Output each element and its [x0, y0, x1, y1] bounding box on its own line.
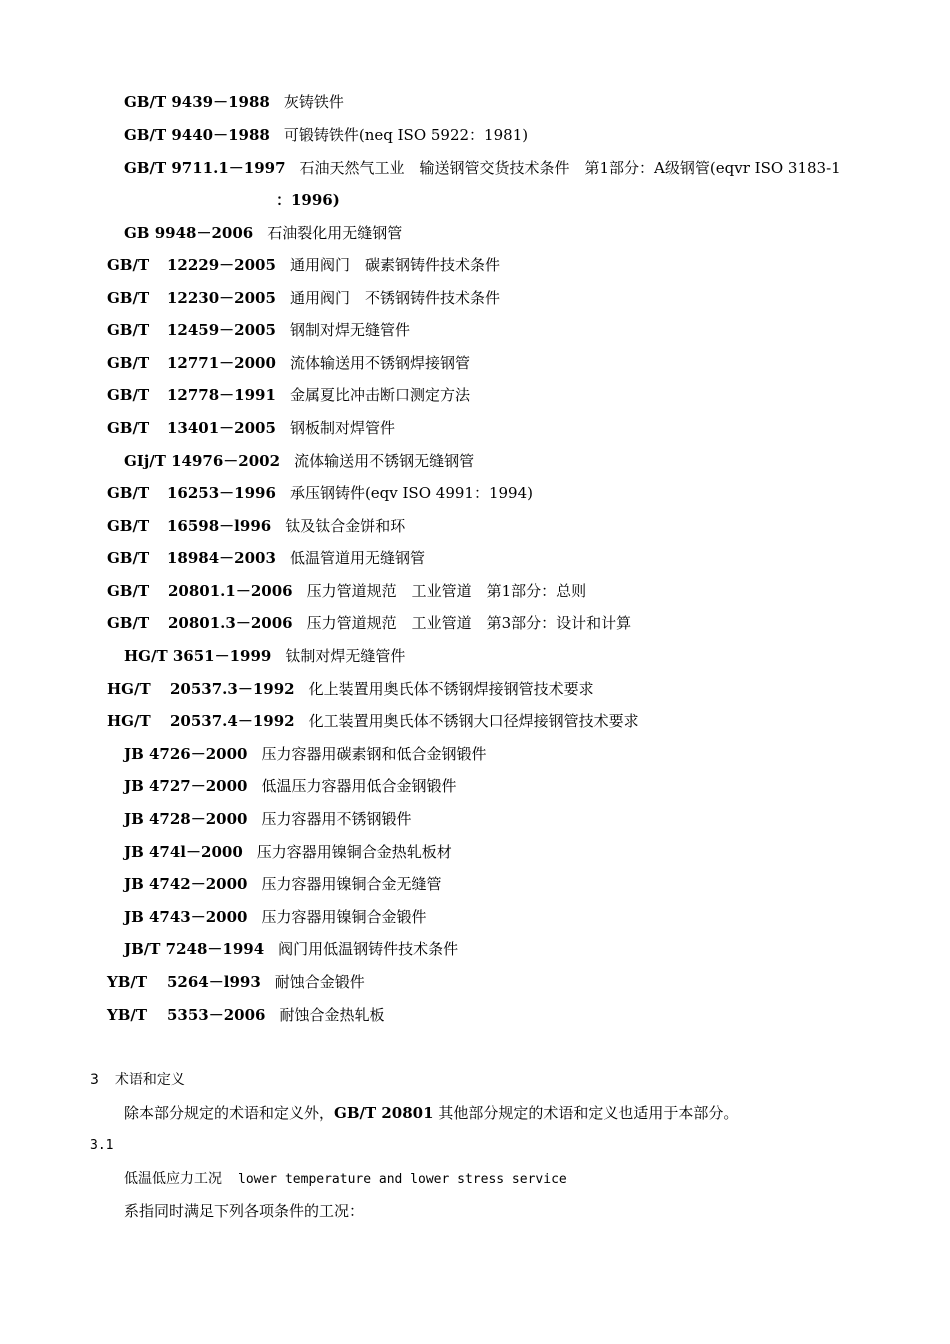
- reference-item: [124, 776, 457, 796]
- standard-number: 20801.1－2006: [168, 582, 293, 600]
- standard-title: 压力管道规范 工业管道 第3部分：设计和计算: [306, 614, 632, 632]
- standard-code: GIj/T 14976－2002: [124, 452, 281, 470]
- standard-code: GB/T 9711.1－1997: [124, 159, 286, 177]
- standard-code: JB 4726－2000: [124, 745, 248, 763]
- standard-title: 化上装置用奥氏体不锈钢焊接钢管技术要求: [308, 680, 594, 698]
- reference-item: [107, 418, 395, 438]
- standard-prefix: GB/T: [107, 614, 150, 632]
- reference-item: [107, 1005, 385, 1025]
- reference-item: [124, 842, 452, 862]
- standard-code: JB 474l－2000: [124, 843, 243, 861]
- standard-title: 钛制对焊无缝管件: [285, 647, 406, 665]
- reference-item: [124, 874, 442, 894]
- subsection-number: 3.1: [90, 1138, 114, 1153]
- standard-title: 可锻铸铁件(neq ISO 5922：1981): [283, 126, 529, 144]
- reference-item: [124, 125, 528, 145]
- standard-title: 压力容器用镍铜合金热轧板材: [256, 843, 452, 861]
- standard-title: 压力管道规范 工业管道 第1部分：总则: [306, 582, 587, 600]
- standard-title: 通用阀门 不锈钢铸件技术条件: [289, 289, 500, 307]
- standard-number: 5353－2006: [167, 1006, 266, 1024]
- reference-item: [124, 158, 841, 178]
- standard-title: 流体输送用不锈钢焊接钢管: [289, 354, 470, 372]
- standard-title: 通用阀门 碳素钢铸件技术条件: [289, 256, 500, 274]
- reference-item: [107, 516, 405, 536]
- standard-number: 12459－2005: [167, 321, 276, 339]
- standard-title: 化工装置用奥氏体不锈钢大口径焊接钢管技术要求: [308, 712, 639, 730]
- standard-number: 12778－1991: [167, 386, 276, 404]
- standard-prefix: GB/T: [107, 549, 150, 567]
- reference-item: [107, 353, 470, 373]
- term-english: lower temperature and lower stress service: [238, 1172, 567, 1187]
- section-title: 术语和定义: [114, 1072, 185, 1088]
- reference-item: [107, 679, 594, 699]
- standard-title: 钢制对焊无缝管件: [289, 321, 410, 339]
- standard-number: 5264－l993: [167, 973, 261, 991]
- section-intro: [124, 1103, 738, 1123]
- standard-title: 石油裂化用无缝钢管: [267, 224, 403, 242]
- standard-number: 20537.3－1992: [170, 680, 295, 698]
- reference-item: [107, 288, 500, 308]
- reference-item: [107, 548, 425, 568]
- standard-number: 13401－2005: [167, 419, 276, 437]
- reference-item: [107, 483, 533, 503]
- standard-title: 压力容器用碳素钢和低合金钢锻件: [261, 745, 487, 763]
- term-definition: 系指同时满足下列各项条件的工况：: [124, 1202, 365, 1220]
- standard-number: 12771－2000: [167, 354, 276, 372]
- standard-code: JB/T 7248－1994: [124, 940, 265, 958]
- section-number: 3: [90, 1072, 99, 1088]
- standard-title: 流体输送用不锈钢无缝钢管: [294, 452, 475, 470]
- reference-item: [107, 613, 631, 633]
- standard-code: JB 4727－2000: [124, 777, 248, 795]
- standard-title: 低温管道用无缝钢管: [289, 549, 425, 567]
- standard-code: JB 4743－2000: [124, 908, 248, 926]
- reference-item: [107, 711, 639, 731]
- standard-prefix: GB/T: [107, 289, 150, 307]
- reference-item: [107, 385, 470, 405]
- reference-item: [124, 744, 487, 764]
- reference-item: [107, 320, 410, 340]
- standard-title: 压力容器用不锈钢锻件: [261, 810, 412, 828]
- reference-item: [124, 809, 412, 829]
- standard-prefix: YB/T: [107, 1006, 148, 1024]
- reference-item: [124, 907, 427, 927]
- standard-prefix: GB/T: [107, 484, 150, 502]
- standard-prefix: GB/T: [107, 321, 150, 339]
- intro-standard-code: GB/T 20801: [334, 1104, 434, 1122]
- reference-item: [107, 581, 586, 601]
- standard-title: 承压钢铸件(eqv ISO 4991：1994): [289, 484, 533, 502]
- standard-title: 压力容器用镍铜合金锻件: [261, 908, 427, 926]
- standard-number: 18984－2003: [167, 549, 276, 567]
- standard-prefix: HG/T: [107, 712, 151, 730]
- section-heading: [90, 1070, 185, 1090]
- standard-code: GB/T 9439－1988: [124, 93, 270, 111]
- standard-number: 16598－l996: [167, 517, 272, 535]
- standard-title: 耐蚀合金锻件: [274, 973, 365, 991]
- standard-code: JB 4728－2000: [124, 810, 248, 828]
- standard-title: 灰铸铁件: [283, 93, 344, 111]
- standard-prefix: GB/T: [107, 517, 150, 535]
- standard-prefix: GB/T: [107, 582, 150, 600]
- standard-number: 12229－2005: [167, 256, 276, 274]
- standard-title: 钢板制对焊管件: [289, 419, 395, 437]
- standard-code: HG/T 3651－1999: [124, 647, 272, 665]
- standard-code: GB 9948－2006: [124, 224, 254, 242]
- standard-prefix: GB/T: [107, 256, 150, 274]
- standard-code: JB 4742－2000: [124, 875, 248, 893]
- standard-number: 12230－2005: [167, 289, 276, 307]
- standard-prefix: GB/T: [107, 354, 150, 372]
- reference-item: [124, 92, 344, 112]
- standard-title: 阀门用低温钢铸件技术条件: [278, 940, 459, 958]
- standard-title-continuation: ：1996): [276, 191, 340, 209]
- standard-prefix: YB/T: [107, 973, 148, 991]
- standard-title: 低温压力容器用低合金钢锻件: [261, 777, 457, 795]
- reference-item: [107, 255, 500, 275]
- reference-item-continuation: [276, 190, 340, 210]
- standard-prefix: GB/T: [107, 386, 150, 404]
- intro-text-pre: 除本部分规定的术语和定义外，: [124, 1104, 335, 1122]
- standard-title: 石油天然气工业 输送钢管交货技术条件 第1部分：A级钢管(eqvr ISO 3183-1: [299, 159, 841, 177]
- intro-text-post: 其他部分规定的术语和定义也适用于本部分。: [433, 1104, 739, 1122]
- standard-prefix: GB/T: [107, 419, 150, 437]
- reference-item: [124, 646, 405, 666]
- standard-number: 20537.4－1992: [170, 712, 295, 730]
- term-chinese: 低温低应力工况: [124, 1171, 222, 1187]
- reference-item: [107, 972, 365, 992]
- term-entry: [124, 1168, 567, 1190]
- standard-title: 金属夏比冲击断口测定方法: [289, 386, 470, 404]
- standard-number: 20801.3－2006: [168, 614, 293, 632]
- standard-number: 16253－1996: [167, 484, 276, 502]
- reference-item: [124, 223, 402, 243]
- standard-title: 压力容器用镍铜合金无缝管: [261, 875, 442, 893]
- standard-title: 耐蚀合金热轧板: [279, 1006, 385, 1024]
- standard-prefix: HG/T: [107, 680, 151, 698]
- reference-item: [124, 939, 458, 959]
- standard-code: GB/T 9440－1988: [124, 126, 270, 144]
- reference-item: [124, 451, 474, 471]
- standard-title: 钛及钛合金饼和环: [285, 517, 406, 535]
